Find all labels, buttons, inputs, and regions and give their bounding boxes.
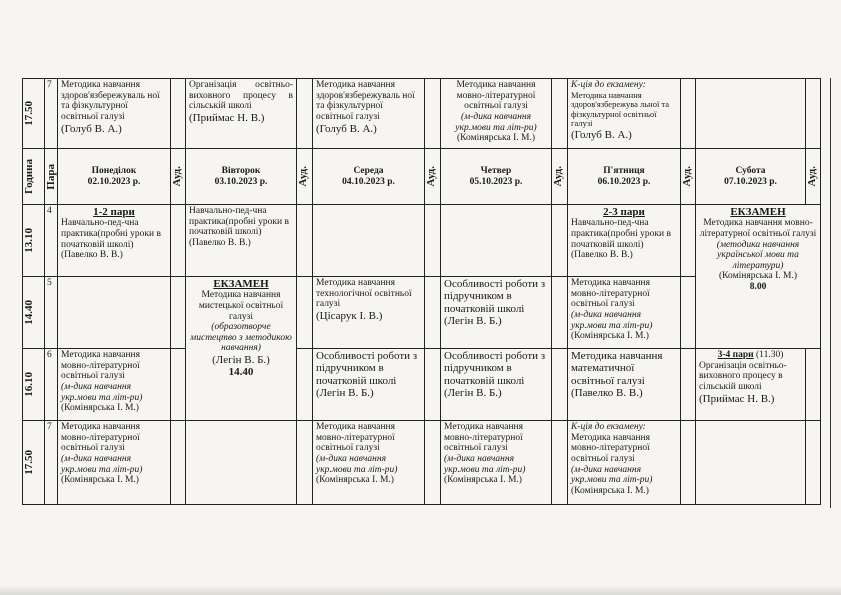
time-cell: 17.50	[23, 421, 45, 505]
aud-header: Ауд.	[552, 149, 568, 205]
class-cell: Методика навчання здоров'язбережуваль ної та фізкультурної освітньої галузі (Голуб В. А.)	[313, 79, 425, 149]
class-cell: Навчально-пед-чна практика(пробні уроки в початковій школі) (Павелко В. В.)	[186, 205, 297, 277]
class-cell: Методика навчання мовно-літературної освітньої галузі (м-дика навчання укр.мови та літ-ри) (Комінярська І. М.)	[313, 421, 425, 505]
class-cell: Особливості роботи з підручником в початковій школі (Легін В. Б.)	[441, 349, 552, 421]
time-cell: 16.10	[23, 349, 45, 421]
day-header-tue: Вівторок 03.10.2023 р.	[186, 149, 297, 205]
class-cell: Методика навчання мовно-літературної освітньої галузі (м-дика навчання укр.мови та літ-ри) (Комінярська І. М.)	[568, 277, 681, 349]
class-cell: Методика навчання математичної освітньої галузі (Павелко В. В.)	[568, 349, 681, 421]
table-row	[23, 421, 821, 505]
time-cell: 14.40	[23, 277, 45, 349]
class-cell: Методика навчання мовно-літературної освітньої галузі (м-дика навчання укр.мови та літ-ри) (Комінярська І. М.)	[58, 421, 171, 505]
class-cell: Методика навчання мовно-літературної освітньої галузі (м-дика навчання укр.мови та літ-ри) (Комінярська І. М.)	[441, 79, 552, 149]
table-row	[23, 349, 821, 421]
day-header-thu: Четвер 05.10.2023 р.	[441, 149, 552, 205]
table-row	[23, 205, 821, 277]
header-row	[23, 149, 821, 205]
time-cell: 13.10	[23, 205, 45, 277]
aud-header: Ауд.	[806, 149, 821, 205]
class-cell: Методика навчання мовно-літературної освітньої галузі (м-дика навчання укр.мови та літ-ри) (Комінярська І. М.)	[441, 421, 552, 505]
page-edge-line	[830, 78, 831, 508]
class-cell: Методика навчання мовно-літературної освітньої галузі (м-дика навчання укр.мови та літ-ри) (Комінярська І. М.)	[58, 349, 171, 421]
class-cell: Особливості роботи з підручником в початковій школі (Легін В. Б.)	[313, 349, 425, 421]
pair-cell: 4	[45, 205, 58, 277]
pair-cell: 7	[45, 421, 58, 505]
pair-header: Пара	[45, 149, 58, 205]
aud-header: Ауд.	[681, 149, 696, 205]
pair-cell: 7	[45, 79, 58, 149]
day-header-mon: Понеділок 02.10.2023 р.	[58, 149, 171, 205]
time-cell: 17.50	[23, 79, 45, 149]
class-cell: 1-2 пари Навчально-пед-чна практика(пробні уроки в початковій школі) (Павелко В. В.)	[58, 205, 171, 277]
class-cell: К-ція до екзамену: Методика навчання здоров'язбережува льної та фізкультурної освітньої галузі (Голуб В. А.)	[568, 79, 681, 149]
class-cell: Методика навчання технологічної освітньої галузі (Цісарук І. В.)	[313, 277, 425, 349]
time-header: Година	[23, 149, 45, 205]
class-cell: К-ція до екзамену: Методика навчання мовно-літературної освітньої галузі (м-дика навчання укр.мови та літ-ри) (Комінярська І. М.)	[568, 421, 681, 505]
pair-cell: 6	[45, 349, 58, 421]
class-cell: Методика навчання здоров'язбережуваль ної та фізкультурної освітньої галузі (Голуб В. А.)	[58, 79, 171, 149]
day-header-sat: Субота 07.10.2023 р.	[696, 149, 806, 205]
class-cell: 3-4 пари (11.30) Організація освітньо-виховного процесу в сільській школі (Приймас Н. В.)	[696, 349, 806, 421]
aud-header: Ауд.	[171, 149, 186, 205]
pair-cell: 5	[45, 277, 58, 349]
exam-cell: ЕКЗАМЕН Методика навчання мистецької освітньої галузі (образотворче мистецтво з методикою навчання) (Легін В. Б.) 14.40	[186, 277, 297, 421]
class-cell: Особливості роботи з підручником в початковій школі (Легін В. Б.)	[441, 277, 552, 349]
schedule-table	[22, 78, 821, 505]
table-row	[23, 79, 821, 149]
day-header-fri: П'ятниця 06.10.2023 р.	[568, 149, 681, 205]
page-shadow	[0, 585, 841, 595]
aud-header: Ауд.	[425, 149, 441, 205]
day-header-wed: Середа 04.10.2023 р.	[313, 149, 425, 205]
exam-cell: ЕКЗАМЕН Методика навчання мовно-літературної освітньої галузі (методика навчання української мови та літератури) (Комінярська І. М.) 8.00	[696, 205, 821, 349]
class-cell: Організація освітньо-виховного процесу в сільській школі (Приймас Н. В.)	[186, 79, 297, 149]
class-cell: 2-3 пари Навчально-пед-чна практика(пробні уроки в початковій школі) (Павелко В. В.)	[568, 205, 681, 277]
aud-header: Ауд.	[297, 149, 313, 205]
